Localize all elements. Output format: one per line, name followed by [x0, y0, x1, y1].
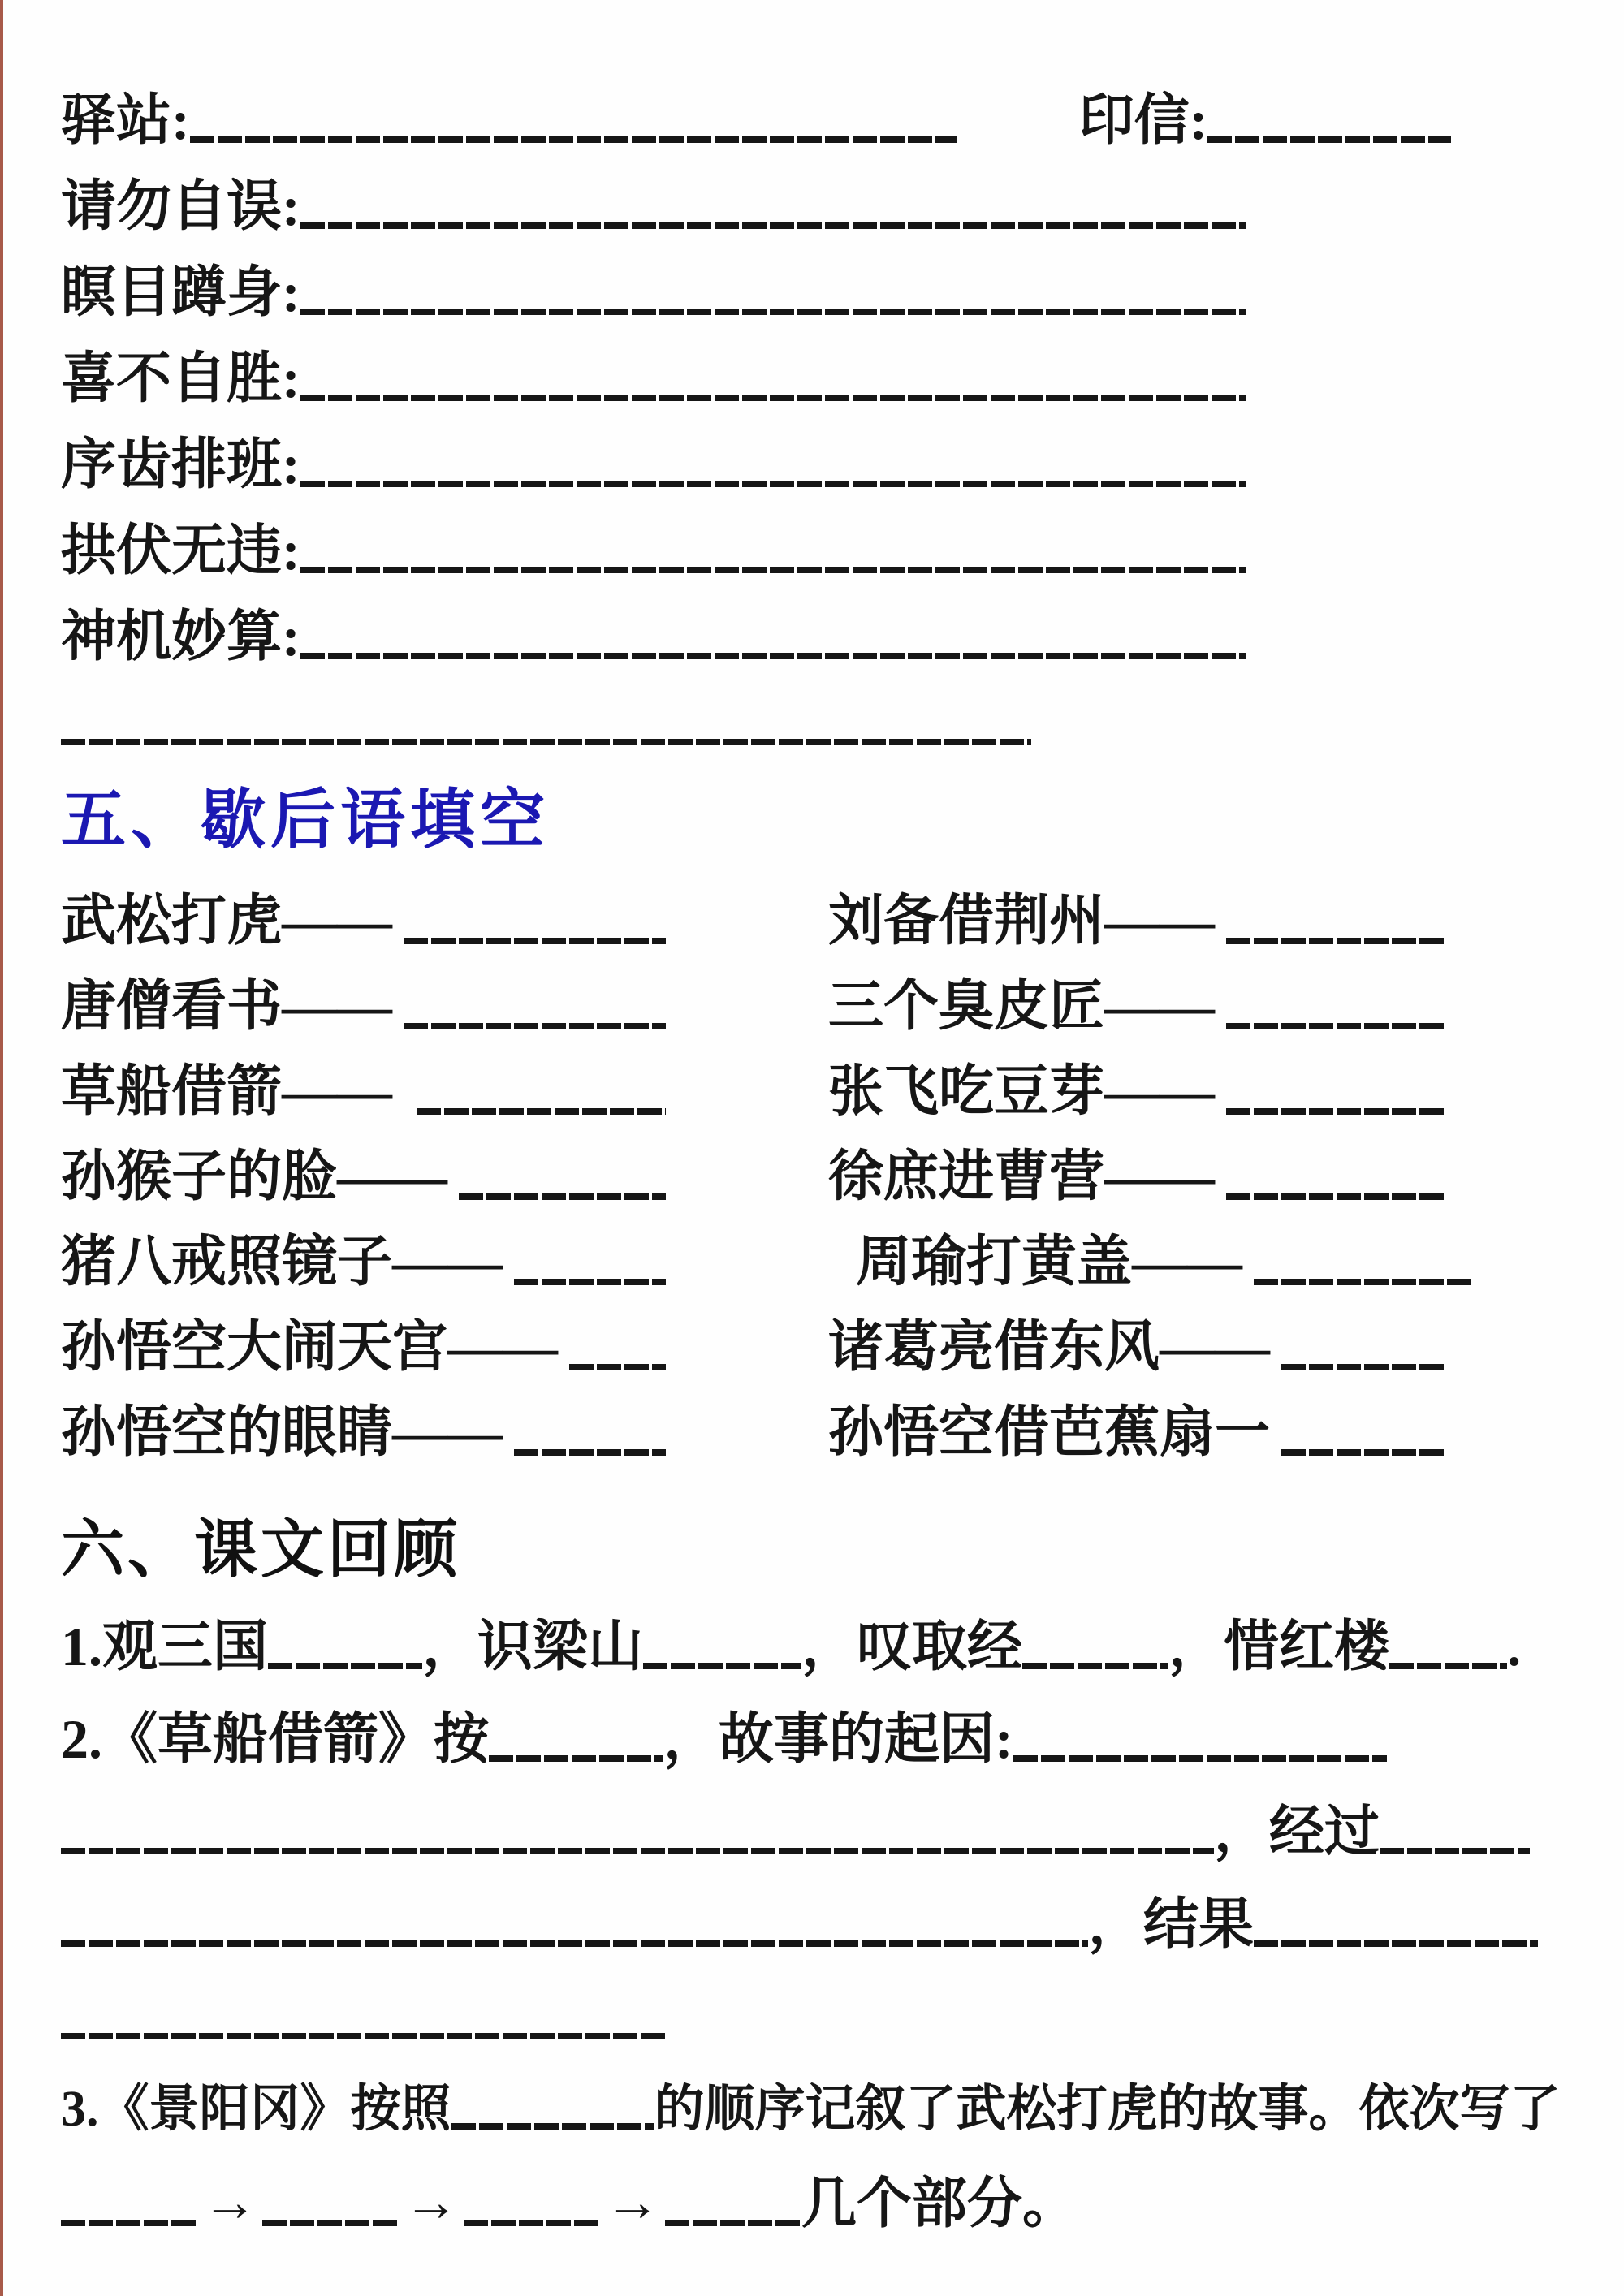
- question-3-line: [61, 2070, 1567, 2148]
- xiehouyu-right: [828, 882, 1445, 960]
- question-text: ，惜红楼: [1168, 1616, 1390, 1677]
- xiehouyu-right: [828, 1137, 1445, 1215]
- fill-blank: [190, 136, 957, 143]
- vocab-line: [61, 253, 1567, 331]
- fill-blank: [451, 2123, 654, 2130]
- xiehouyu-text: 孙悟空的眼睛——: [61, 1401, 503, 1463]
- vocab-line: [61, 511, 1567, 589]
- scan-edge-artifact: [0, 0, 3, 2296]
- xiehouyu-text: 刘备借荆州——: [828, 890, 1216, 952]
- fill-blank: [1380, 1848, 1530, 1854]
- term-label-yizhan: 驿站:: [61, 89, 190, 151]
- question-2-continuation: [61, 1978, 1567, 2056]
- fill-blank: [1254, 1940, 1538, 1947]
- xiehouyu-left: [61, 1052, 666, 1130]
- xiehouyu-row: [61, 967, 1567, 1045]
- fill-blank: [300, 567, 1246, 573]
- xiehouyu-text: 孙悟空借芭蕉扇一: [828, 1401, 1271, 1463]
- fill-blank: [417, 1108, 666, 1115]
- term-label: 瞑目蹲身:: [61, 261, 300, 323]
- arrow-icon: →: [404, 2171, 459, 2233]
- fill-blank: [1226, 1108, 1445, 1115]
- fill-blank: [1207, 136, 1451, 143]
- xiehouyu-left: [61, 1137, 666, 1215]
- question-2-line: [61, 1700, 1567, 1778]
- xiehouyu-text: 三个臭皮匠——: [828, 975, 1216, 1037]
- fill-blank: [61, 739, 1031, 745]
- fill-blank: [1281, 1364, 1445, 1370]
- fill-blank: [514, 1279, 666, 1285]
- xiehouyu-text: 草船借箭——: [61, 1060, 393, 1122]
- xiehouyu-left: [61, 1393, 666, 1471]
- xiehouyu-text: 诸葛亮借东风——: [828, 1316, 1271, 1378]
- xiehouyu-right: [828, 1223, 1473, 1301]
- fill-blank: [268, 1663, 422, 1669]
- xiehouyu-row: [61, 1393, 1567, 1471]
- fill-blank: [514, 1449, 666, 1456]
- xiehouyu-left: [61, 1308, 666, 1386]
- term-label-yinxin: 印信:: [1078, 89, 1208, 151]
- xiehouyu-left: [61, 882, 666, 960]
- xiehouyu-left: [61, 1223, 666, 1301]
- fill-blank: [404, 1023, 666, 1029]
- xiehouyu-right: [828, 1308, 1445, 1386]
- vocab-line: [61, 598, 1567, 675]
- fill-blank: [569, 1364, 666, 1370]
- term-label: 神机妙算:: [61, 606, 300, 667]
- term-label: 请勿自误:: [61, 175, 300, 237]
- question-text: 几个部分。: [801, 2173, 1078, 2234]
- question-2-continuation: [61, 1885, 1567, 1963]
- question-text: 1.观三国: [61, 1616, 269, 1677]
- vocab-continuation-line: [61, 684, 1567, 762]
- xiehouyu-right: [828, 1393, 1445, 1471]
- fill-blank: [464, 2220, 600, 2226]
- fill-blank: [61, 1940, 1088, 1947]
- spacer: [957, 138, 1079, 139]
- xiehouyu-row: [61, 1137, 1567, 1215]
- fill-blank: [300, 222, 1246, 229]
- fill-blank: [1254, 1279, 1473, 1285]
- fill-blank: [300, 653, 1246, 659]
- fill-blank: [61, 2220, 197, 2226]
- fill-blank: [404, 938, 666, 944]
- xiehouyu-row: [61, 1223, 1567, 1301]
- xiehouyu-text: 孙猴子的脸——: [61, 1146, 448, 1207]
- question-3-sequence: [61, 2163, 1567, 2242]
- question-2-continuation: [61, 1793, 1567, 1871]
- xiehouyu-left: [61, 967, 666, 1045]
- xiehouyu-text: 张飞吃豆芽——: [828, 1060, 1216, 1122]
- vocab-line: [61, 425, 1567, 503]
- xiehouyu-row: [61, 882, 1567, 960]
- vocab-line: [61, 167, 1567, 245]
- fill-blank: [1226, 1193, 1445, 1200]
- section6-heading: 六、课文回顾: [61, 1514, 461, 1585]
- term-label: 喜不自胜:: [61, 347, 300, 409]
- term-label: 拱伏无违:: [61, 520, 300, 581]
- fill-blank: [61, 2033, 666, 2039]
- xiehouyu-row: [61, 1052, 1567, 1130]
- fill-blank: [1013, 1755, 1387, 1762]
- question-text: ，经过: [1214, 1801, 1380, 1862]
- xiehouyu-text: 周瑜打黄盖——: [856, 1231, 1243, 1293]
- fill-blank: [459, 1193, 666, 1200]
- arrow-icon: →: [605, 2171, 660, 2233]
- xiehouyu-right: [828, 967, 1445, 1045]
- question-text: ，故事的起因:: [663, 1708, 1013, 1770]
- question-text: 3.《景阳冈》按照: [61, 2082, 451, 2137]
- fill-blank: [61, 1848, 1214, 1854]
- vocab-line-yizhan-yinxin: [61, 81, 1567, 159]
- xiehouyu-text: 徐庶进曹营——: [828, 1146, 1216, 1207]
- question-text: ，叹取经: [801, 1616, 1023, 1677]
- xiehouyu-text: 武松打虎——: [61, 890, 393, 952]
- fill-blank: [1226, 1023, 1445, 1029]
- vocab-line: [61, 339, 1567, 417]
- xiehouyu-text: 孙悟空大闹天宫——: [61, 1316, 559, 1378]
- question-text: 2.《草船借箭》按: [61, 1708, 490, 1770]
- fill-blank: [1022, 1663, 1168, 1669]
- question-1-line: [61, 1608, 1567, 1685]
- arrow-icon: →: [202, 2171, 257, 2233]
- question-text: ，结果: [1088, 1893, 1255, 1955]
- question-text: 的顺序记叙了武松打虎的故事。依次写了: [654, 2082, 1561, 2137]
- fill-blank: [1281, 1449, 1445, 1456]
- question-text: .: [1507, 1616, 1522, 1677]
- section5-heading: 五、歇后语填空: [61, 785, 550, 857]
- xiehouyu-row: [61, 1308, 1567, 1386]
- xiehouyu-text: 猪八戒照镜子——: [61, 1231, 503, 1293]
- fill-blank: [643, 1663, 801, 1669]
- fill-blank: [1226, 938, 1445, 944]
- question-text: ，识梁山: [422, 1616, 644, 1677]
- fill-blank: [300, 481, 1246, 487]
- xiehouyu-right: [828, 1052, 1445, 1130]
- fill-blank: [300, 309, 1246, 315]
- fill-blank: [262, 2220, 399, 2226]
- xiehouyu-text: 唐僧看书——: [61, 975, 393, 1037]
- fill-blank: [300, 395, 1246, 401]
- term-label: 序齿排班:: [61, 434, 300, 495]
- fill-blank: [489, 1755, 663, 1762]
- fill-blank: [665, 2220, 801, 2226]
- fill-blank: [1389, 1663, 1507, 1669]
